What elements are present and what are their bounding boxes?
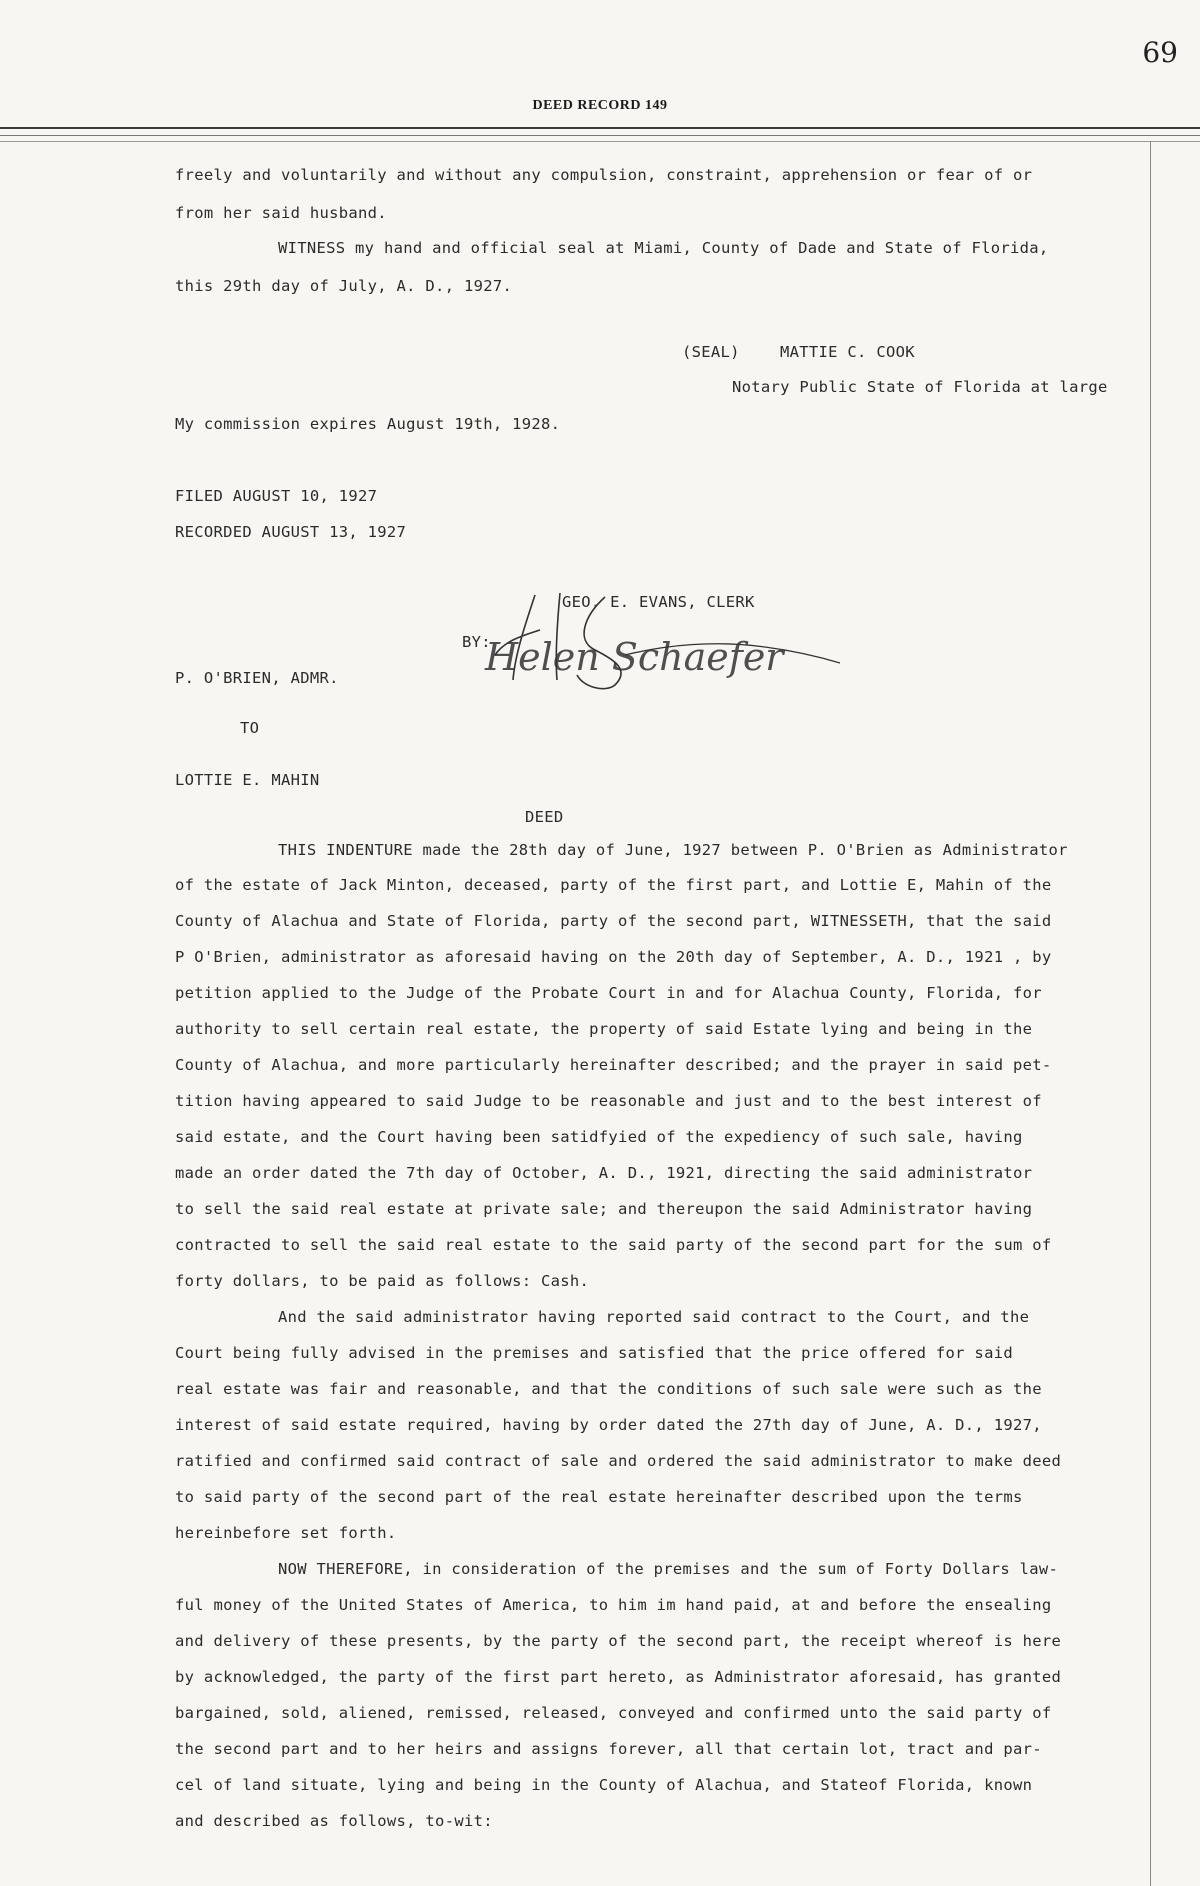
body-line: of the estate of Jack Minton, deceased, party of the first part, and Lottie E, Mahin of the xyxy=(175,876,1052,894)
notary-line: from her said husband. xyxy=(175,204,387,222)
grantee: LOTTIE E. MAHIN xyxy=(175,771,320,789)
commission-expiry: My commission expires August 19th, 1928. xyxy=(175,415,561,433)
page-number: 69 xyxy=(1142,36,1178,69)
body-line: to sell the said real estate at private sale; and thereupon the said Administrator having xyxy=(175,1200,1033,1218)
clerk-name: GEO. E. EVANS, CLERK xyxy=(562,593,755,611)
grantor: P. O'BRIEN, ADMR. xyxy=(175,669,339,687)
body-line: And the said administrator having reported said contract to the Court, and the xyxy=(278,1308,1030,1326)
body-line: THIS INDENTURE made the 28th day of June, 1927 between P. O'Brien as Administrator xyxy=(278,841,1068,859)
notary-name: MATTIE C. COOK xyxy=(780,343,915,361)
deputy-signature xyxy=(465,585,845,695)
header-title: DEED RECORD 149 xyxy=(532,98,668,113)
body-line: said estate, and the Court having been satidfyied of the expediency of such sale, having xyxy=(175,1128,1023,1146)
notary-title: Notary Public State of Florida at large xyxy=(732,378,1108,396)
body-line: the second part and to her heirs and assigns forever, all that certain lot, tract and par- xyxy=(175,1740,1042,1758)
body-line: County of Alachua, and more particularly hereinafter described; and the prayer in said pet- xyxy=(175,1056,1052,1074)
body-line: ful money of the United States of America, to him im hand paid, at and before the ensealing xyxy=(175,1596,1052,1614)
body-line: forty dollars, to be paid as follows: Cash. xyxy=(175,1272,590,1290)
body-line: to said party of the second part of the real estate hereinafter described upon the terms xyxy=(175,1488,1023,1506)
body-line: bargained, sold, aliened, remissed, released, conveyed and confirmed unto the said party of xyxy=(175,1704,1052,1722)
notary-line: WITNESS my hand and official seal at Miami, County of Dade and State of Florida, xyxy=(278,239,1049,257)
notary-line: freely and voluntarily and without any compulsion, constraint, apprehension or fear of or xyxy=(175,166,1033,184)
header-rule-middle xyxy=(0,135,1200,136)
filed-date: FILED AUGUST 10, 1927 xyxy=(175,487,378,505)
body-line: real estate was fair and reasonable, and that the conditions of such sale were such as the xyxy=(175,1380,1042,1398)
body-line: by acknowledged, the party of the first part hereto, as Administrator aforesaid, has granted xyxy=(175,1668,1062,1686)
body-line: petition applied to the Judge of the Probate Court in and for Alachua County, Florida, for xyxy=(175,984,1042,1002)
body-line: Court being fully advised in the premises and satisfied that the price offered for said xyxy=(175,1344,1013,1362)
header-rule-bottom xyxy=(0,141,1200,142)
recorded-date: RECORDED AUGUST 13, 1927 xyxy=(175,523,407,541)
body-line: and delivery of these presents, by the party of the second part, the receipt whereof is here xyxy=(175,1632,1062,1650)
svg-text:Helen Schaefer: Helen Schaefer xyxy=(485,635,784,679)
body-line: contracted to sell the said real estate to the said party of the second part for the sum of xyxy=(175,1236,1052,1254)
body-line: authority to sell certain real estate, the property of said Estate lying and being in the xyxy=(175,1020,1033,1038)
by-label: BY: xyxy=(462,633,491,651)
body-line: made an order dated the 7th day of October, A. D., 1921, directing the said administrator xyxy=(175,1164,1033,1182)
body-line: NOW THEREFORE, in consideration of the premises and the sum of Forty Dollars law- xyxy=(278,1560,1059,1578)
body-line: hereinbefore set forth. xyxy=(175,1524,397,1542)
body-line: ratified and confirmed said contract of sale and ordered the said administrator to make deed xyxy=(175,1452,1062,1470)
body-line: and described as follows, to-wit: xyxy=(175,1812,493,1830)
notary-line: this 29th day of July, A. D., 1927. xyxy=(175,277,513,295)
body-line: tition having appeared to said Judge to be reasonable and just and to the best interest of xyxy=(175,1092,1042,1110)
body-line: cel of land situate, lying and being in the County of Alachua, and Stateof Florida, known xyxy=(175,1776,1033,1794)
header-rule-top xyxy=(0,127,1200,129)
seal-label: (SEAL) xyxy=(682,343,740,361)
document-type: DEED xyxy=(525,808,564,826)
body-line: County of Alachua and State of Florida, party of the second part, WITNESSETH, that the said xyxy=(175,912,1052,930)
to-label: TO xyxy=(240,719,260,737)
right-margin-line xyxy=(1150,141,1151,1886)
body-line: interest of said estate required, having by order dated the 27th day of June, A. D., 1927, xyxy=(175,1416,1042,1434)
body-line: P O'Brien, administrator as aforesaid having on the 20th day of September, A. D., 1921 , by xyxy=(175,948,1052,966)
